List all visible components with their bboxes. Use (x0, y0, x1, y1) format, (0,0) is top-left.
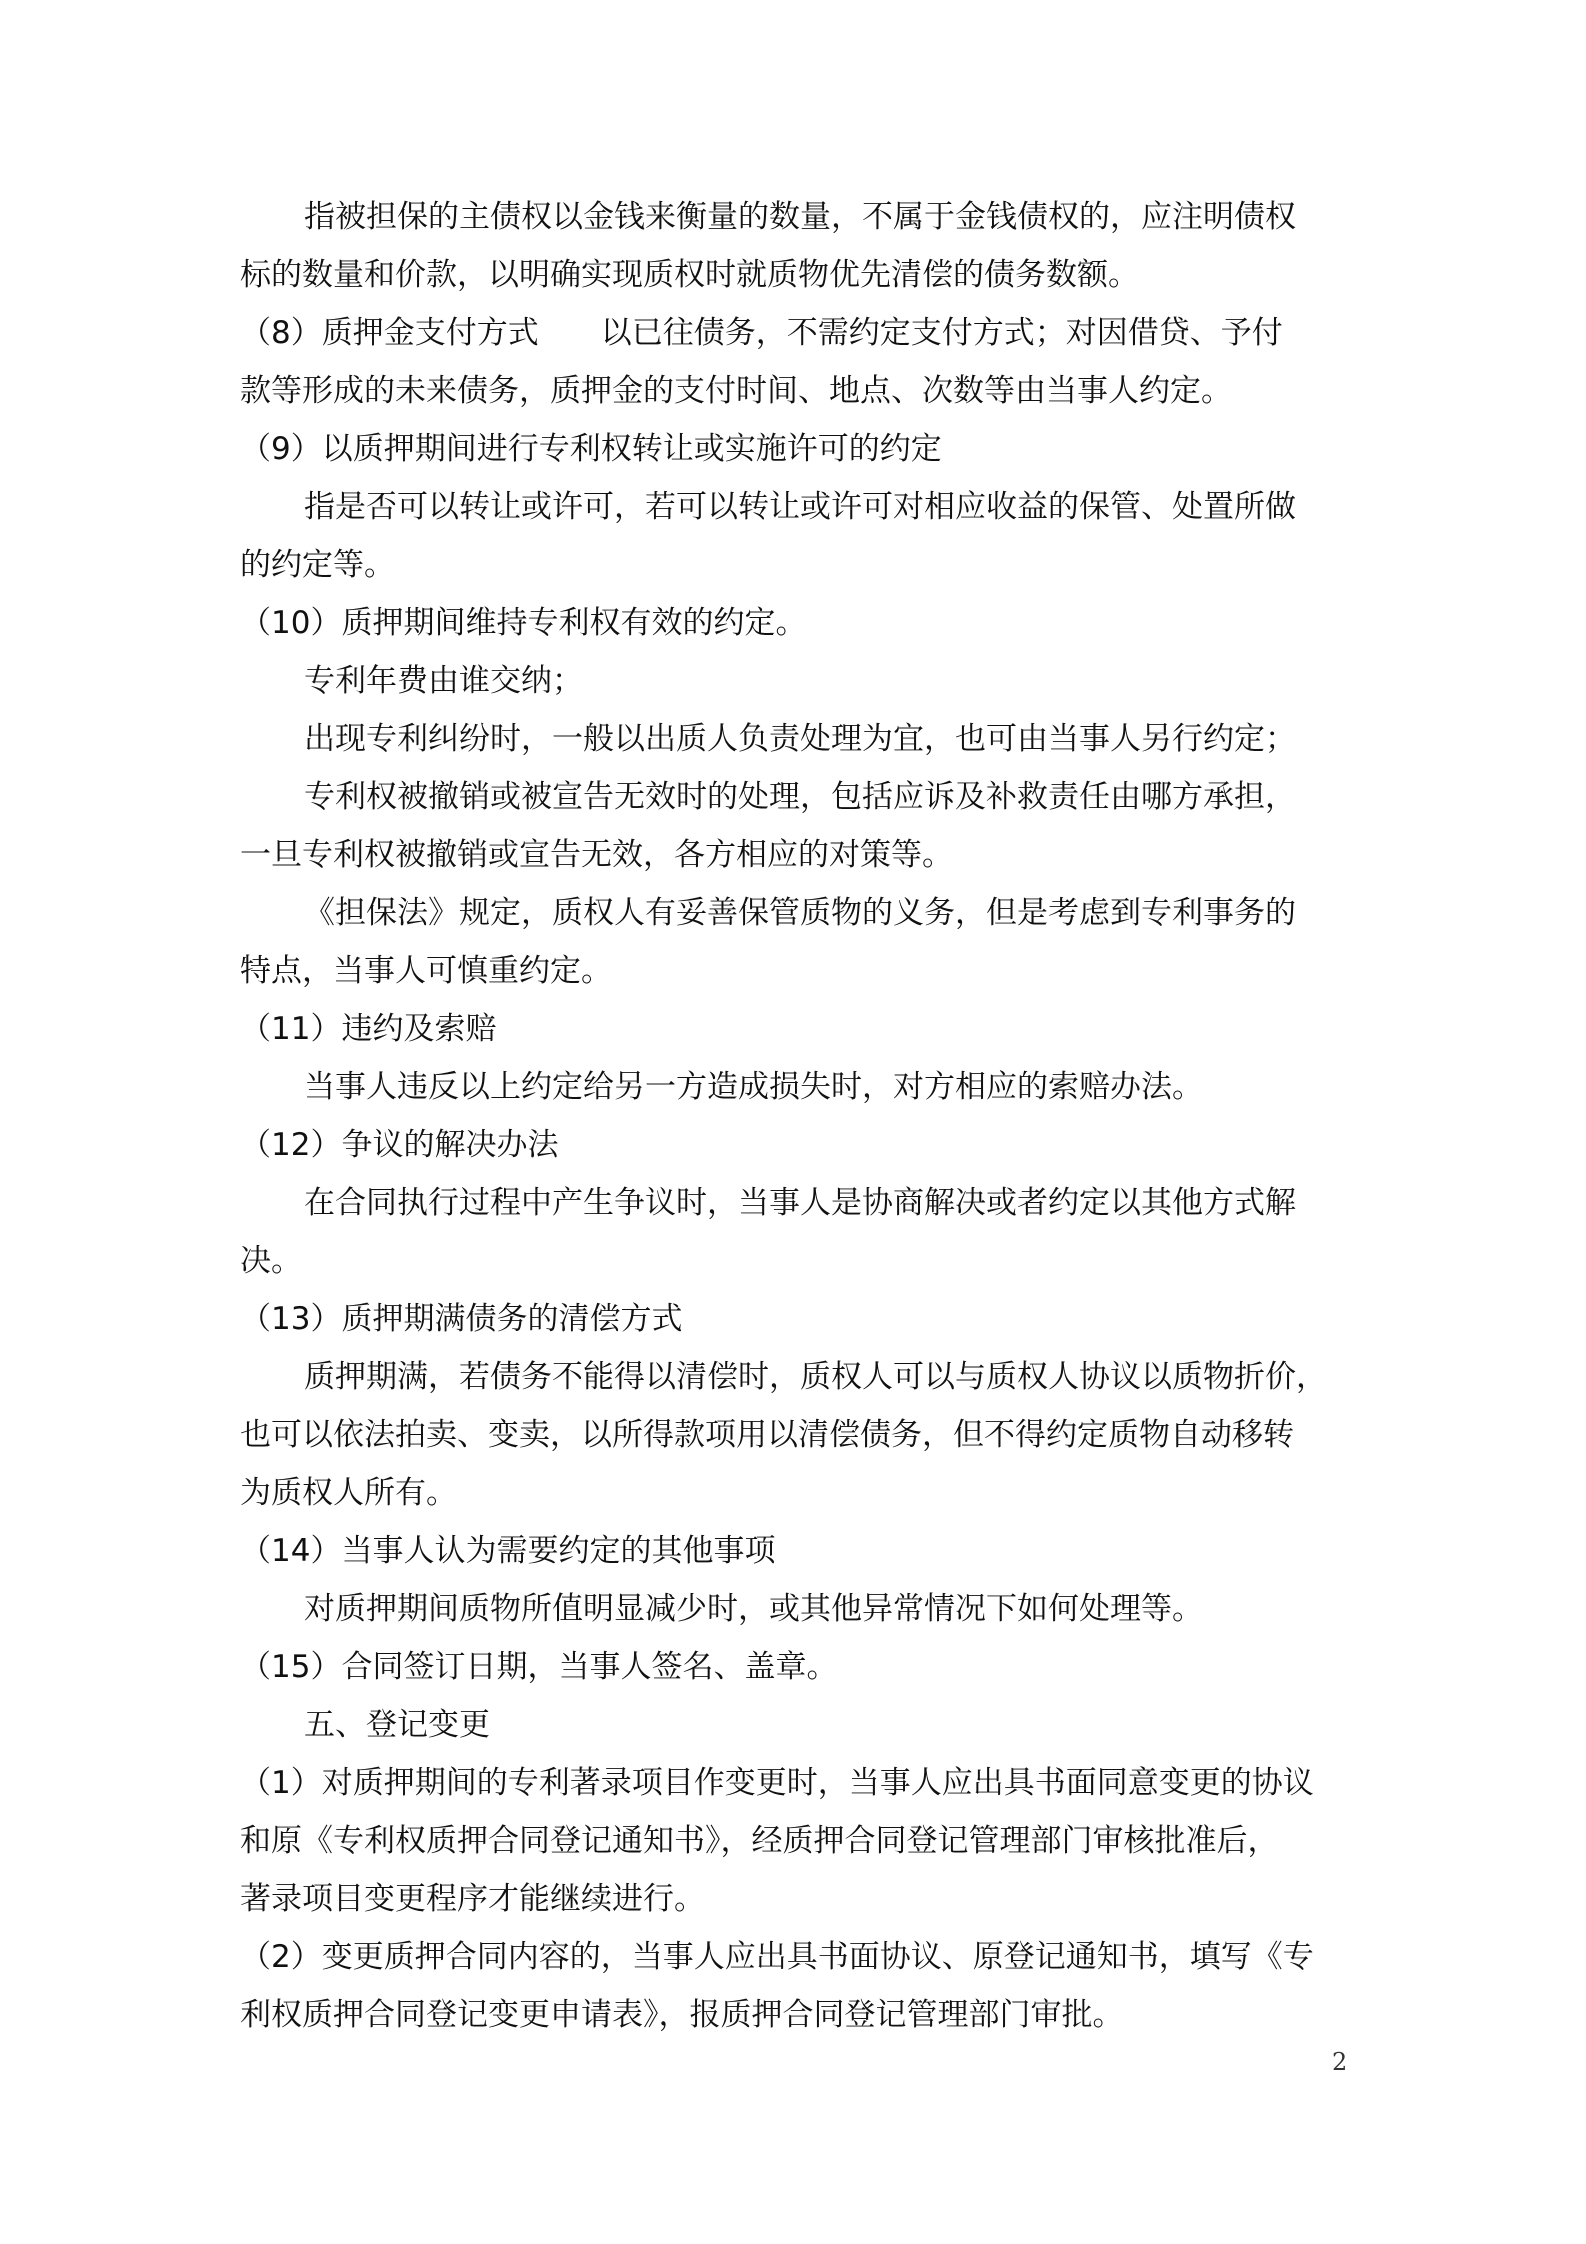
text-line: 为质权人所有。 (240, 1475, 457, 1511)
text-line: （11）违约及索赔 (240, 1011, 497, 1047)
text-line: 也可以依法拍卖、变卖，以所得款项用以清偿债务，但不得约定质物自动移转 (240, 1417, 1294, 1453)
text-line: （9）以质押期间进行专利权转让或实施许可的约定 (240, 431, 942, 467)
text-line: 在合同执行过程中产生争议时，当事人是协商解决或者约定以其他方式解 (304, 1185, 1296, 1221)
text-line: 利权质押合同登记变更申请表》，报质押合同登记管理部门审批。 (240, 1997, 1124, 2033)
text-line: （8）质押金支付方式 以已往债务，不需约定支付方式；对因借贷、予付 (240, 315, 1283, 351)
text-line: 款等形成的未来债务，质押金的支付时间、地点、次数等由当事人约定。 (240, 373, 1232, 409)
text-line: （14）当事人认为需要约定的其他事项 (240, 1533, 776, 1569)
text-line: （2）变更质押合同内容的，当事人应出具书面协议、原登记通知书，填写《专 (240, 1939, 1314, 1975)
text-line: 标的数量和价款，以明确实现质权时就质物优先清偿的债务数额。 (240, 257, 1139, 293)
text-line: （1）对质押期间的专利著录项目作变更时，当事人应出具书面同意变更的协议 (240, 1765, 1314, 1801)
text-line: 的约定等。 (240, 547, 395, 583)
text-line: 《担保法》规定，质权人有妥善保管质物的义务，但是考虑到专利事务的 (304, 895, 1296, 931)
text-line: （12）争议的解决办法 (240, 1127, 559, 1163)
text-line: 专利权被撤销或被宣告无效时的处理，包括应诉及补救责任由哪方承担， (304, 779, 1296, 815)
text-line: 著录项目变更程序才能继续进行。 (240, 1881, 705, 1917)
text-line: 决。 (240, 1243, 302, 1279)
text-line: 对质押期间质物所值明显减少时，或其他异常情况下如何处理等。 (304, 1591, 1203, 1627)
text-line: 指被担保的主债权以金钱来衡量的数量，不属于金钱债权的，应注明债权 (304, 199, 1296, 235)
text-line: 特点，当事人可慎重约定。 (240, 953, 612, 989)
page-number: 2 (1332, 2048, 1348, 2076)
text-line: 一旦专利权被撤销或宣告无效，各方相应的对策等。 (240, 837, 953, 873)
text-line: （10）质押期间维持专利权有效的约定。 (240, 605, 807, 641)
text-line: 质押期满，若债务不能得以清偿时，质权人可以与质权人协议以质物折价， (304, 1359, 1327, 1395)
document-body (240, 188, 1360, 2044)
text-line: 出现专利纠纷时，一般以出质人负责处理为宜，也可由当事人另行约定； (304, 721, 1296, 757)
text-line: 指是否可以转让或许可，若可以转让或许可对相应收益的保管、处置所做 (304, 489, 1296, 525)
text-line: （13）质押期满债务的清偿方式 (240, 1301, 683, 1337)
text-line: 五、登记变更 (304, 1707, 490, 1743)
text-line: 专利年费由谁交纳； (304, 663, 583, 699)
text-line: 和原《专利权质押合同登记通知书》，经质押合同登记管理部门审核批准后， (240, 1823, 1279, 1859)
text-line: （15）合同签订日期，当事人签名、盖章。 (240, 1649, 838, 1685)
text-line: 当事人违反以上约定给另一方造成损失时，对方相应的索赔办法。 (304, 1069, 1203, 1105)
